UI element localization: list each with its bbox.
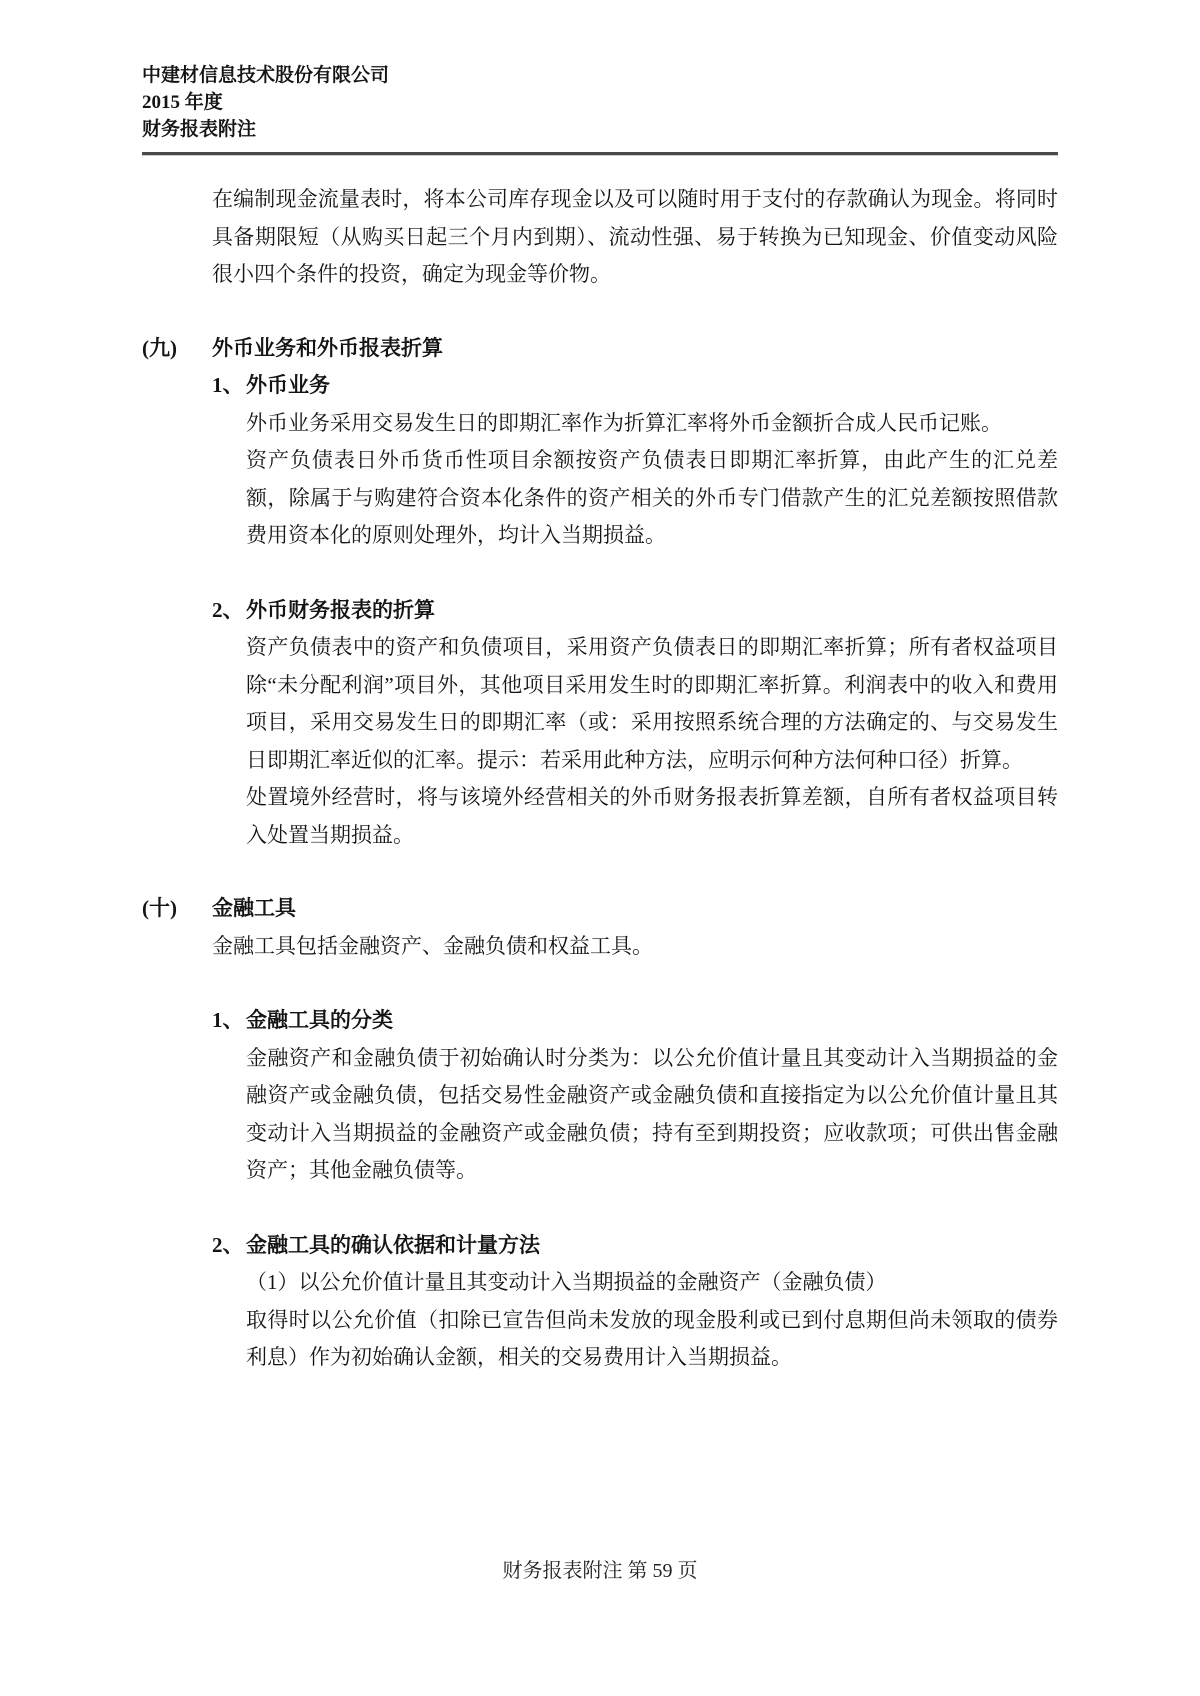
subsection-body	[246, 1264, 1058, 1377]
body-paragraph: 处置境外经营时，将与该境外经营相关的外币财务报表折算差额，自所有者权益项目转入处置当期损益。	[246, 785, 1058, 847]
subsection-body	[246, 405, 1058, 555]
document-header	[142, 62, 1058, 143]
section-heading	[142, 330, 1058, 368]
header-fiscal-year: 2015 年度	[142, 92, 223, 113]
subsection-title: 外币业务	[246, 373, 330, 397]
body-paragraph: （1）以公允价值计量且其变动计入当期损益的金融资产（金融负债）	[246, 1270, 887, 1294]
section-marker: (九)	[142, 335, 177, 360]
section-title: 金融工具	[212, 896, 296, 920]
subsection-heading	[212, 367, 1058, 405]
header-doc-title: 财务报表附注	[142, 119, 257, 140]
intro-paragraph: 在编制现金流量表时，将本公司库存现金以及可以随时用于支付的存款确认为现金。将同时具备期限短（从购买日起三个月内到期）、流动性强、易于转换为已知现金、价值变动风险很小四个条件的投资，确定为现金等价物。	[212, 187, 1058, 286]
section-foreign-currency	[142, 330, 1058, 855]
document-body	[142, 181, 1058, 1377]
section-title: 外币业务和外币报表折算	[212, 335, 443, 360]
subsection-number: 1、	[212, 373, 244, 397]
section-financial-instruments	[142, 890, 1058, 1377]
page-footer: 财务报表附注 第 59 页	[502, 1560, 698, 1582]
subsection-title: 金融工具的分类	[246, 1008, 393, 1032]
subsection-body	[246, 629, 1058, 854]
section-intro-paragraph: 金融工具包括金融资产、金融负债和权益工具。	[212, 933, 653, 958]
header-company-name: 中建材信息技术股份有限公司	[142, 65, 390, 86]
subsection-body	[246, 1040, 1058, 1190]
section-marker: (十)	[142, 896, 177, 920]
body-paragraph: 资产负债表中的资产和负债项目，采用资产负债表日的即期汇率折算；所有者权益项目除“未分配利润”项目外，其他项目采用发生时的即期汇率折算。利润表中的收入和费用项目，采用交易发生日的即期汇率（或：采用按照系统合理的方法确定的、与交易发生日即期汇率近似的汇率。提示：若采用此种方法，应明示何种方法何种口径）折算。	[246, 635, 1058, 772]
subsection-number: 1、	[212, 1008, 244, 1032]
section-heading	[142, 890, 1058, 928]
subsection-number: 2、	[212, 1232, 244, 1257]
subsection-foreign-currency-business	[212, 367, 1058, 555]
body-paragraph: 外币业务采用交易发生日的即期汇率作为折算汇率将外币金额折合成人民币记账。	[246, 410, 1002, 435]
subsection-title: 外币财务报表的折算	[246, 597, 435, 622]
subsection-fc-statement-translation	[212, 592, 1058, 855]
subsection-number: 2、	[212, 597, 244, 622]
subsection-title: 金融工具的确认依据和计量方法	[246, 1232, 540, 1257]
subsection-fi-classification	[212, 1002, 1058, 1190]
subsection-heading	[212, 1227, 1058, 1265]
subsection-heading	[212, 592, 1058, 630]
body-paragraph: 取得时以公允价值（扣除已宣告但尚未发放的现金股利或已到付息期但尚未领取的债券利息）作为初始确认金额，相关的交易费用计入当期损益。	[246, 1307, 1058, 1369]
body-paragraph: 金融资产和金融负债于初始确认时分类为：以公允价值计量且其变动计入当期损益的金融资产或金融负债，包括交易性金融资产或金融负债和直接指定为以公允价值计量且其变动计入当期损益的金融资产或金融负债；持有至到期投资；应收款项；可供出售金融资产；其他金融负债等。	[246, 1045, 1058, 1182]
subsection-fi-recognition-measurement	[212, 1227, 1058, 1377]
body-paragraph: 资产负债表日外币货币性项目余额按资产负债表日即期汇率折算，由此产生的汇兑差额，除属于与购建符合资本化条件的资产相关的外币专门借款产生的汇兑差额按照借款费用资本化的原则处理外，均计入当期损益。	[246, 448, 1058, 547]
header-divider	[142, 152, 1058, 156]
subsection-heading	[212, 1002, 1058, 1040]
